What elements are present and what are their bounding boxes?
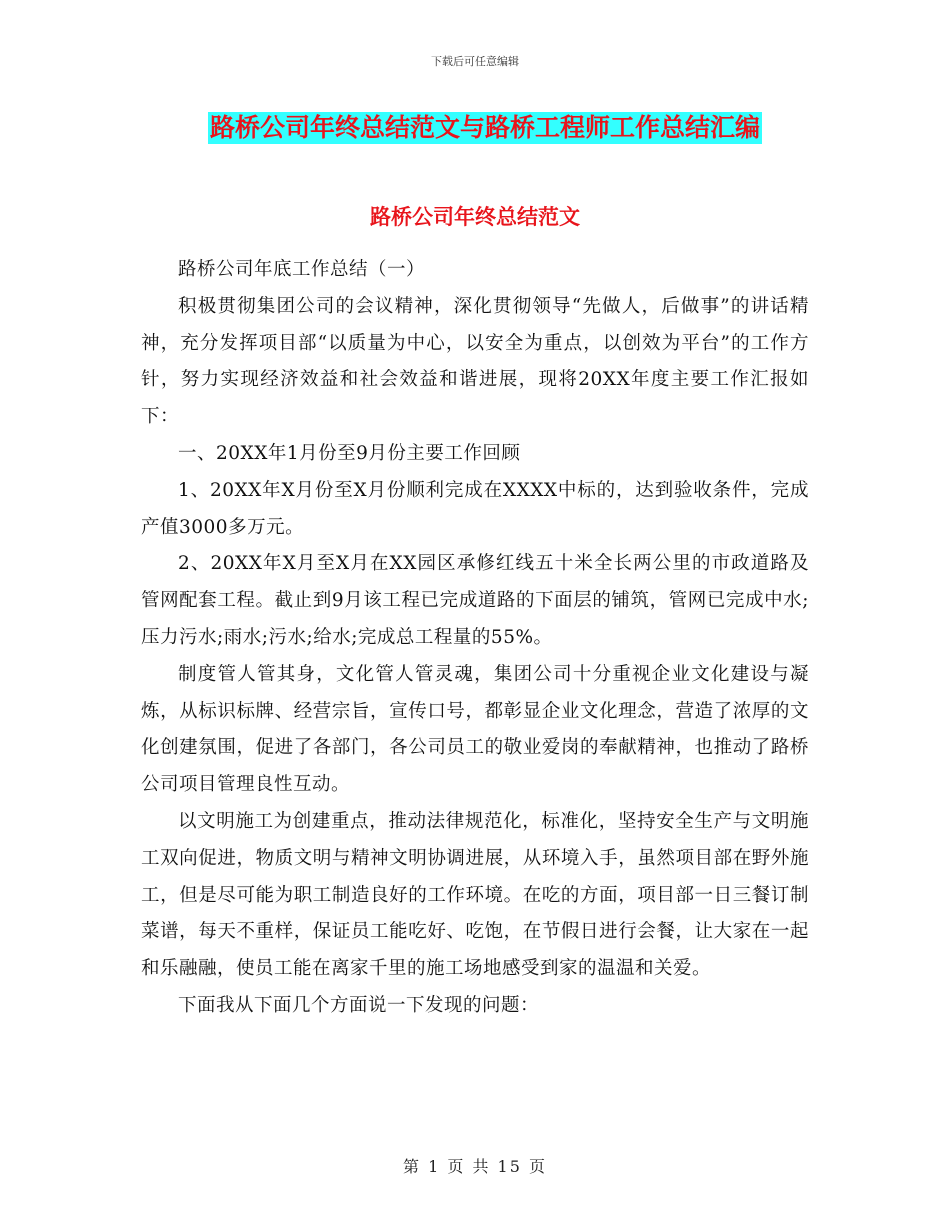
paragraph-issues-intro: 下面我从下面几个方面说一下发现的问题： (178, 994, 540, 1016)
page-number: 第 1 页 共 15 页 (403, 1157, 547, 1176)
header-note: 下载后可任意编辑 (431, 55, 519, 68)
paragraph-review-heading: 一、20XX年1月份至9月份主要工作回顾 (178, 442, 521, 464)
document-title: 路桥公司年终总结范文与路桥工程师工作总结汇编 (210, 113, 761, 142)
paragraph-civilized-construction: 以文明施工为创建重点，推动法律规范化，标准化，坚持安全生产与文明施工双向促进，物质文明与精神文明协调进展，从环境入手，虽然项目部在野外施工，但是尽可能为职工制造良好的工作环境。在吃的方面，项目部一日三餐订制菜谱，每天不重样，保证员工能吃好、吃饱，在节假日进行会餐，让大家在一起和乐融融，使员工能在离家千里的施工场地感受到家的温温和关爱。 (141, 810, 809, 980)
paragraph-item-1: 1、20XX年X月份至X月份顺利完成在XXXX中标的，达到验收条件，完成产值3000多万元。 (141, 479, 809, 538)
paragraph-item-2: 2、20XX年X月至X月在XX园区承修红线五十米全长两公里的市政道路及管网配套工程。截止到9月该工程已完成道路的下面层的铺筑，管网已完成中水;压力污水;雨水;污水;给水;完成总工程量的55%。 (141, 553, 809, 648)
paragraph-culture: 制度管人管其身，文化管人管灵魂，集团公司十分重视企业文化建设与凝炼，从标识标牌、经营宗旨，宣传口号，都彰显企业文化理念，营造了浓厚的文化创建氛围，促进了各部门，各公司员工的敬业爱岗的奉献精神，也推动了路桥公司项目管理良性互动。 (141, 663, 809, 796)
paragraph-intro: 积极贯彻集团公司的会议精神，深化贯彻领导“先做人，后做事”的讲话精神，充分发挥项目部“以质量为中心，以安全为重点，以创效为平台”的工作方针，努力实现经济效益和社会效益和谐进展，现将20XX年度主要工作汇报如下： (141, 295, 809, 428)
paragraph-subheading: 路桥公司年底工作总结（一） (178, 259, 426, 280)
document-body (141, 220, 809, 1025)
section-title: 路桥公司年终总结范文 (370, 205, 580, 229)
